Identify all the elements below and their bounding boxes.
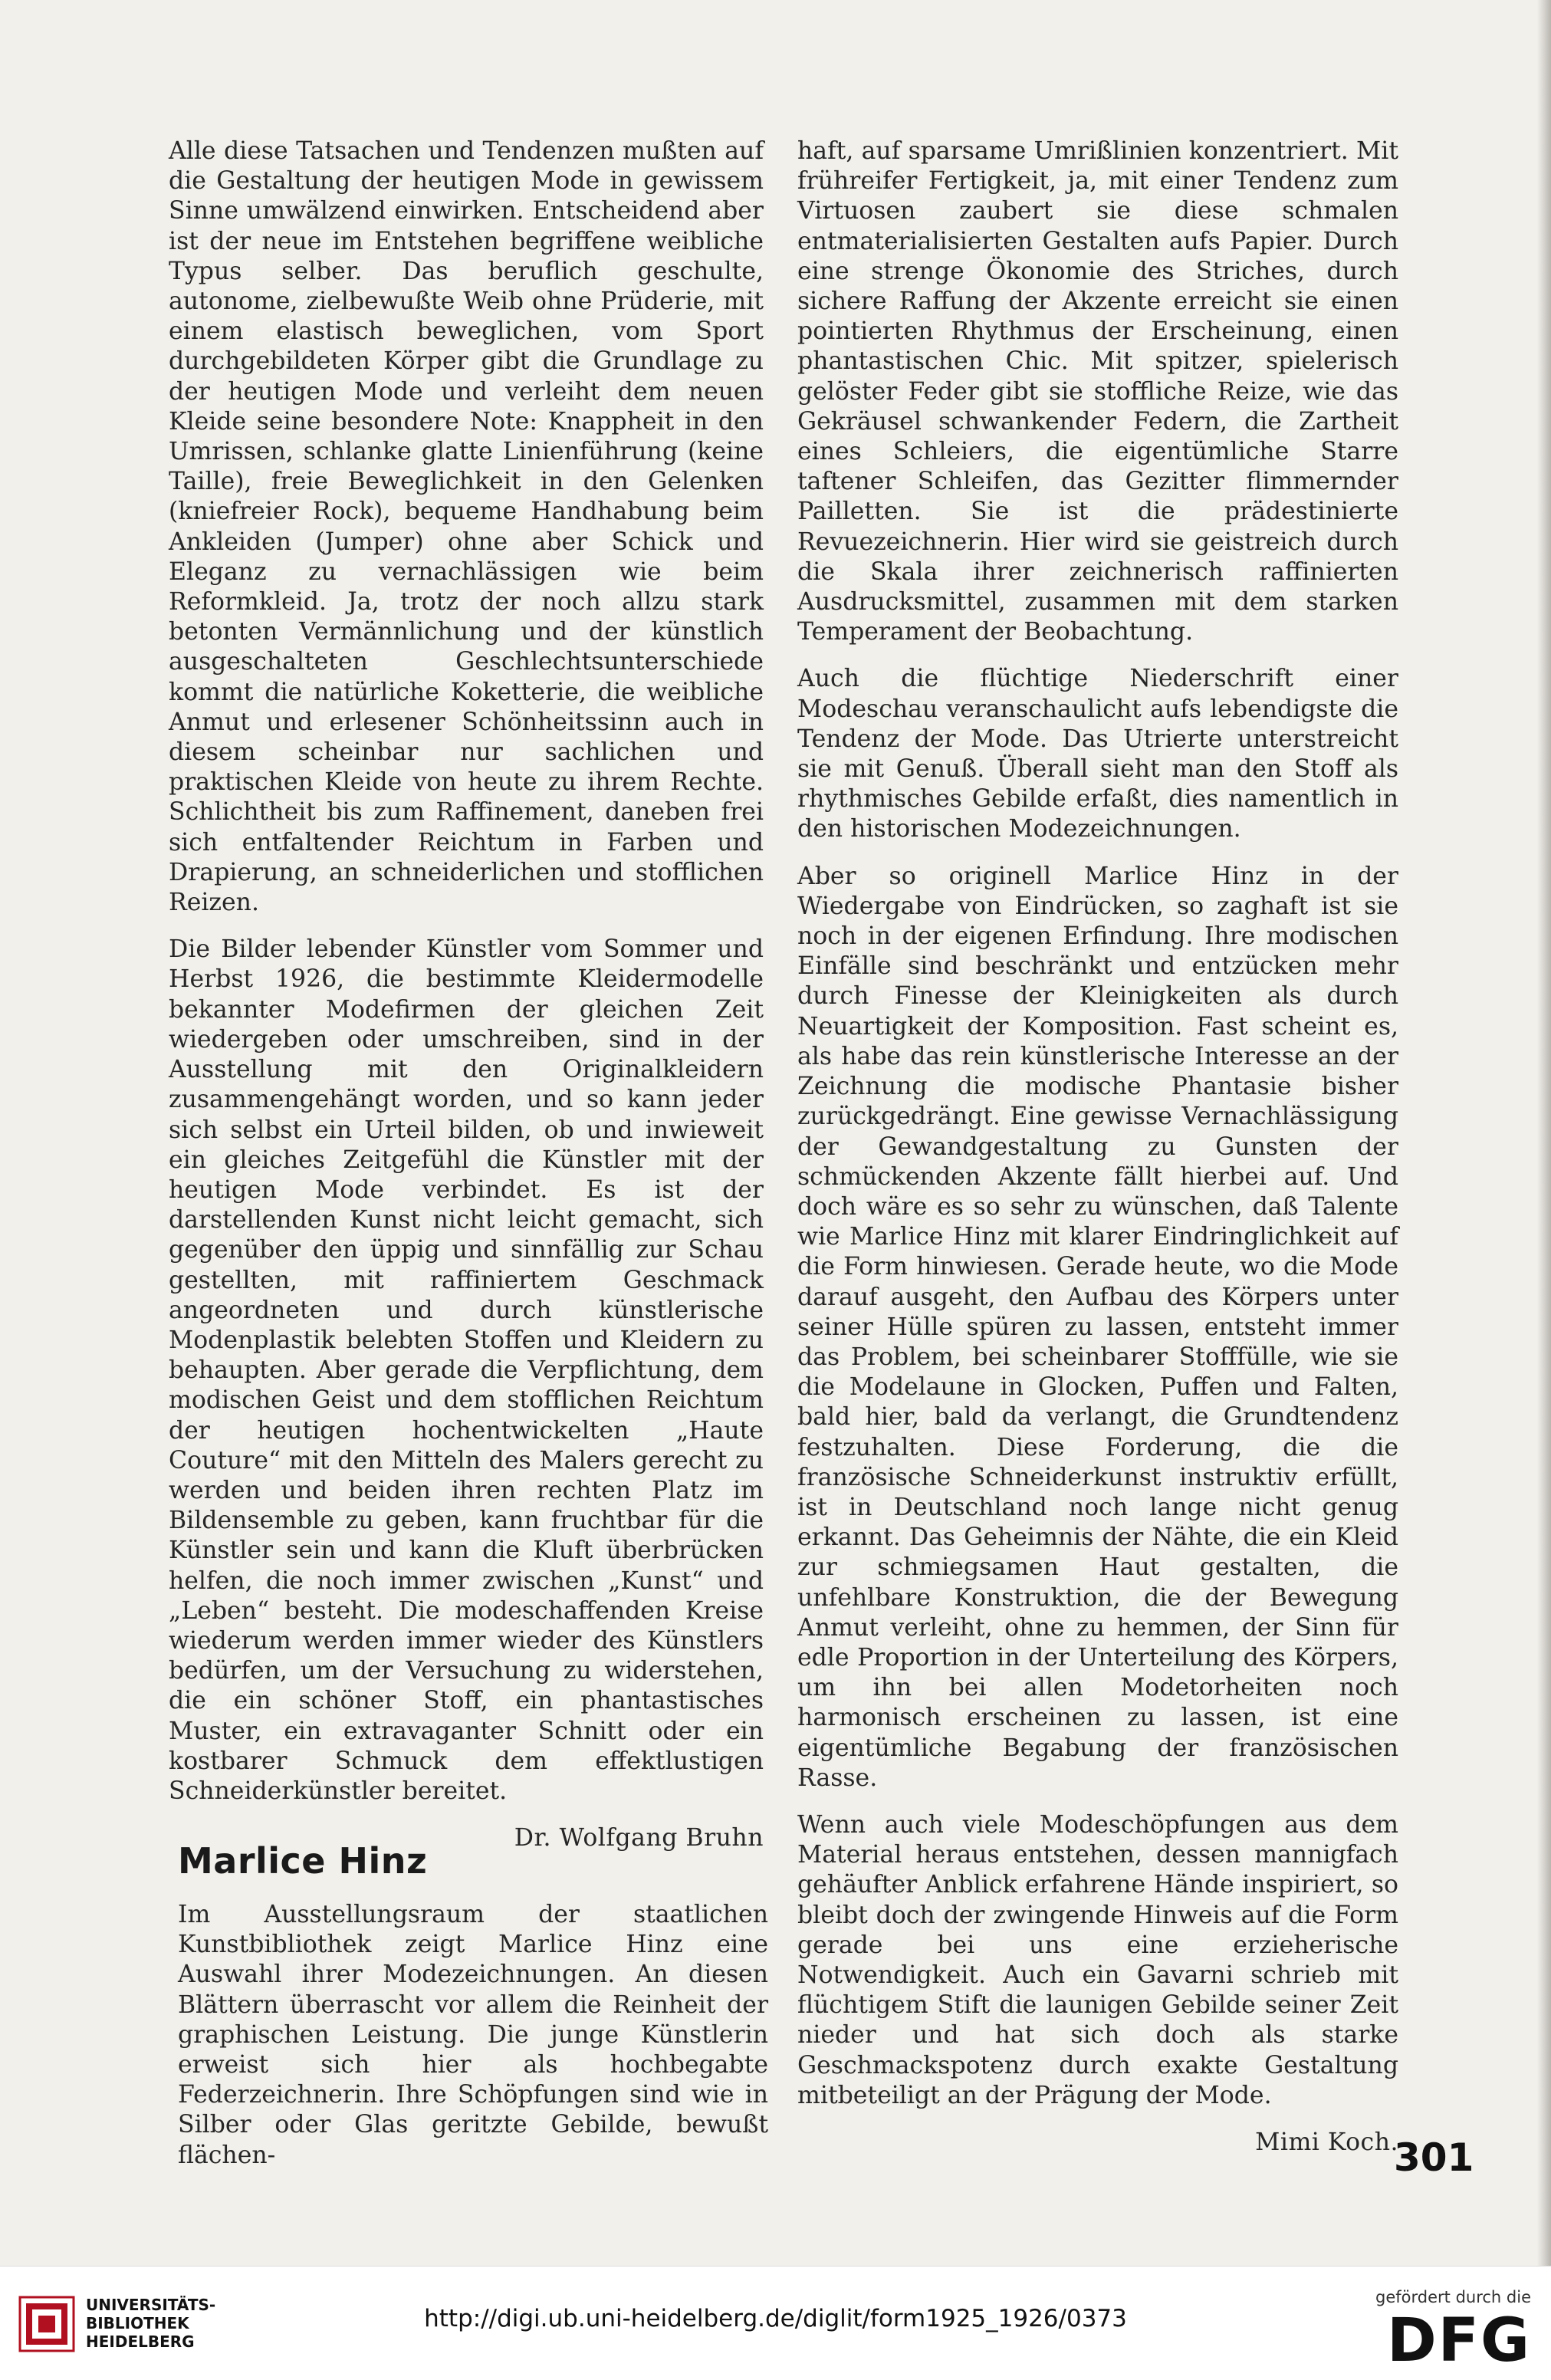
page-edge-shadow (1537, 0, 1551, 2266)
article2-paragraph-3: Aber so originell Marlice Hinz in der Wiedergabe von Eindrücken, so zaghaft ist sie noch in der eigenen Erfindung. Ihre modischen Einfälle sind beschränkt und entzücken mehr durch Finesse der Kleinigkeiten als durch Neuartigkeit der Komposition. Fast scheint es, als habe das rein künstlerische Interesse an der Zeichnung die modische Phantasie bisher zurückgedrängt. Eine gewisse Vernachlässigung der Gewandgestaltung zu Gunsten der schmückenden Akzente fällt hierbei auf. Und doch wäre es so sehr zu wünschen, daß Talente wie Marlice Hinz mit klarer Eindringlichkeit auf die Form hinwiesen. Gerade heute, wo die Mode darauf ausgeht, den Aufbau des Körpers unter seiner Hülle spüren zu lassen, entsteht immer das Problem, bei scheinbarer Stofffülle, wie sie die Modelaune in Glocken, Puffen und Falten, bald hier, bald da verlangt, die Grundtendenz festzuhalten. Diese Forderung, die die französische Schneiderkunst instruktiv erfüllt, ist in Deutschland noch lange nicht genug erkannt. Das Geheimnis der Nähte, die ein Kleid zur schmiegsamen Haut gestalten, die unfehlbare Konstruktion, die der Bewegung Anmut verleiht, ohne zu hemmen, der Sinn für edle Proportion in der Unterteilung des Körpers, um ihn bei allen Modetorheiten noch harmonisch erscheinen zu lassen, ist eine eigentümliche Begabung der französischen Rasse. (797, 862, 1398, 1792)
library-name-line-2: BIBLIOTHEK (86, 2314, 189, 2332)
page-number: 301 (1394, 2135, 1474, 2180)
article2-author: Mimi Koch. (1255, 2129, 1398, 2156)
source-url-link[interactable]: http://digi.ub.uni-heidelberg.de/diglit/form1925_1926/0373 (424, 2305, 1127, 2332)
dfg-logo: DFG (1386, 2306, 1531, 2375)
article1-paragraph-2: Die Bilder lebender Künstler vom Sommer und Herbst 1926, die bestimmte Kleidermodelle bekannter Modefirmen der gleichen Zeit wiedergeben oder umschreiben, sind in der Ausstellung mit den Originalkleidern zusammengehängt worden, und so kann jeder sich selbst ein Urteil bilden, ob und inwieweit ein gleiches Zeitgefühl die Künstler mit der heutigen Mode verbindet. Es ist der darstellenden Kunst nicht leicht gemacht, sich gegenüber den üppig und sinnfällig zur Schau gestellten, mit raffiniertem Geschmack angeordneten und durch künstlerische Modenplastik belebten Stoffen und Kleidern zu behaupten. Aber gerade die Verpflichtung, dem modischen Geist und dem stofflichen Reichtum der heutigen hochentwickelten „Haute Couture“ mit den Mitteln des Malers gerecht zu werden und beiden ihren rechten Platz im Bildensemble zu geben, kann fruchtbar für die Künstler sein und kann die Kluft überbrücken helfen, die noch immer zwischen „Kunst“ und „Leben“ besteht. Die modeschaffenden Kreise wiederum werden immer wieder des Künstlers bedürfen, um der Versuchung zu widerstehen, die ein schöner Stoff, ein phantastisches Muster, ein extravaganter Schnitt oder ein kostbarer Schmuck dem effektlustigen Schneiderkünstler bereitet. (169, 935, 764, 1805)
article2-paragraph-4: Wenn auch viele Modeschöpfungen aus dem Material heraus entstehen, dessen mannigfach gehäufter Anblick erfahrene Hände inspiriert, so bleibt doch der zwingende Hinweis auf die Form gerade bei uns eine erzieherische Notwendigkeit. Auch ein Gavarni schrieb mit flüchtigem Stift die launigen Gebilde seiner Zeit nieder und hat sich doch als starke Geschmackspotenz durch exakte Gestaltung mitbeteiligt an der Prägung der Mode. (797, 1810, 1398, 2109)
right-column (797, 136, 1398, 2175)
article2-left-column (178, 1900, 768, 2171)
article2-paragraph-1: haft, auf sparsame Umrißlinien konzentriert. Mit frühreifer Fertigkeit, ja, mit einer Tendenz zum Virtuosen zaubert sie diese schmalen entmaterialisierten Gestalten aufs Papier. Durch eine strenge Ökonomie des Striches, durch sichere Raffung der Akzente erreicht sie einen pointierten Rhythmus der Erscheinung, einen phantastischen Chic. Mit spitzer, spielerisch gelöster Feder gibt sie stoffliche Reize, wie das Gekräusel schwankender Federn, die Zartheit eines Schleiers, die eigentümliche Starre taftener Schleifen, das Gezitter flimmernder Pailletten. Sie ist die prädestinierte Revuezeichnerin. Hier wird sie geistreich durch die Skala ihrer zeichnerisch raffinierten Ausdrucksmittel, zusammen mit dem starken Temperament der Beobachtung. (797, 137, 1398, 646)
library-name-line-3: HEIDELBERG (86, 2332, 195, 2351)
article2-paragraph-2: Auch die flüchtige Niederschrift einer Modeschau veranschaulicht aufs lebendigste die Tendenz der Mode. Das Utrierte unterstreicht sie mit Genuß. Überall sieht man den Stoff als rhythmisches Gebilde erfaßt, dies namentlich in den historischen Modezeichnungen. (797, 665, 1398, 843)
article1-author: Dr. Wolfgang Bruhn (514, 1824, 764, 1852)
library-name-line-1: UNIVERSITÄTS- (86, 2296, 216, 2314)
footer-bar (0, 2266, 1551, 2380)
article1-paragraph-1: Alle diese Tatsachen und Tendenzen mußten auf die Gestaltung der heutigen Mode in gewissem Sinne umwälzend einwirken. Entscheidend aber ist der neue im Entstehen begriffene weibliche Typus selber. Das beruflich geschulte, autonome, zielbewußte Weib ohne Prüderie, mit einem elastisch beweglichen, vom Sport durchgebildeten Körper gibt die Grundlage zu der heutigen Mode und verleiht dem neuen Kleide seine besondere Note: Knappheit in den Umrissen, schlanke glatte Linienführung (keine Taille), freie Beweglichkeit in den Gelenken (kniefreier Rock), bequeme Handhabung beim Ankleiden (Jumper) ohne aber Schick und Eleganz zu vernachlässigen wie beim Reformkleid. Ja, trotz der noch allzu stark betonten Vermännlichung und der künstlich ausgeschalteten Geschlechtsunterschiede kommt die natürliche Koketterie, die weibliche Anmut und erlesener Schönheitssinn auch in diesem scheinbar nur sachlichen und praktischen Kleide von heute zu ihrem Rechte. Schlichtheit bis zum Raffinement, daneben frei sich entfaltender Reichtum in Farben und Drapierung, an schneiderlichen und stofflichen Reizen. (169, 137, 764, 917)
funding-label: gefördert durch die (1375, 2288, 1531, 2306)
article2-heading: Marlice Hinz (178, 1840, 428, 1882)
article1-column (169, 136, 764, 1870)
article2-paragraph-left: Im Ausstellungsraum der staatlichen Kunstbibliothek zeigt Marlice Hinz eine Auswahl ihrer Modezeichnungen. An diesen Blättern überrascht vor allem die Reinheit der graphischen Leistung. Die junge Künstlerin erweist sich hier als hochbegabte Federzeichnerin. Ihre Schöpfungen sind wie in Silber oder Glas geritzte Gebilde, bewußt flächen- (178, 1901, 768, 2169)
